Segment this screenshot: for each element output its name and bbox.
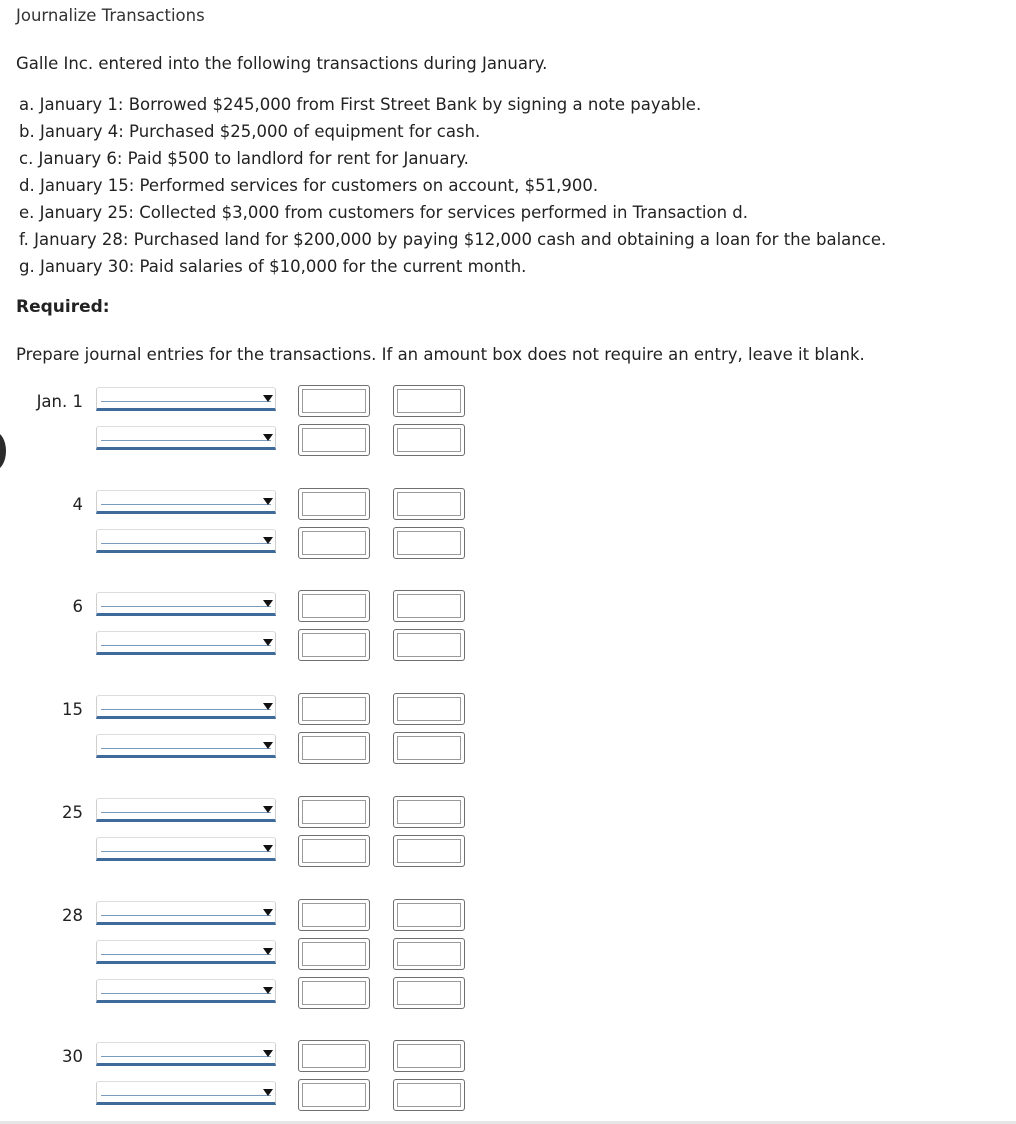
entry-date-label: 28: [62, 906, 83, 925]
caret-down-icon: [263, 742, 273, 749]
credit-amount-input[interactable]: [393, 385, 465, 417]
transaction-list: [19, 91, 886, 280]
credit-amount-input[interactable]: [393, 938, 465, 970]
instructions-text: Prepare journal entries for the transactions. If an amount box does not require an entry, leave it blank.: [16, 345, 865, 364]
debit-amount-input[interactable]: [298, 590, 370, 622]
entry-date-label: 15: [62, 700, 83, 719]
caret-down-icon: [263, 909, 273, 916]
caret-down-icon: [263, 845, 273, 852]
account-dropdown[interactable]: [96, 1081, 276, 1105]
caret-down-icon: [263, 537, 273, 544]
transaction-item: a. January 1: Borrowed $245,000 from First Street Bank by signing a note payable.: [19, 95, 702, 114]
debit-amount-input[interactable]: [298, 732, 370, 764]
account-dropdown[interactable]: [96, 490, 276, 514]
problem-intro: Galle Inc. entered into the following transactions during January.: [16, 54, 548, 73]
credit-amount-input[interactable]: [393, 899, 465, 931]
caret-down-icon: [263, 703, 273, 710]
credit-amount-input[interactable]: [393, 629, 465, 661]
credit-amount-input[interactable]: [393, 424, 465, 456]
account-dropdown[interactable]: [96, 387, 276, 411]
debit-amount-input[interactable]: [298, 796, 370, 828]
account-dropdown[interactable]: [96, 940, 276, 964]
transaction-item: b. January 4: Purchased $25,000 of equipment for cash.: [19, 122, 481, 141]
caret-down-icon: [263, 987, 273, 994]
entry-date-label: 4: [72, 495, 83, 514]
debit-amount-input[interactable]: [298, 977, 370, 1009]
side-tab-marker: [0, 432, 6, 470]
credit-amount-input[interactable]: [393, 977, 465, 1009]
caret-down-icon: [263, 395, 273, 402]
transaction-item: f. January 28: Purchased land for $200,000 by paying $12,000 cash and obtaining a loan for the balance.: [19, 230, 887, 249]
debit-amount-input[interactable]: [298, 385, 370, 417]
debit-amount-input[interactable]: [298, 938, 370, 970]
debit-amount-input[interactable]: [298, 488, 370, 520]
entry-date-label: 6: [72, 597, 83, 616]
credit-amount-input[interactable]: [393, 590, 465, 622]
account-dropdown[interactable]: [96, 734, 276, 758]
account-dropdown[interactable]: [96, 592, 276, 616]
account-dropdown[interactable]: [96, 798, 276, 822]
caret-down-icon: [263, 498, 273, 505]
debit-amount-input[interactable]: [298, 629, 370, 661]
credit-amount-input[interactable]: [393, 796, 465, 828]
debit-amount-input[interactable]: [298, 693, 370, 725]
transaction-item: g. January 30: Paid salaries of $10,000 for the current month.: [19, 257, 527, 276]
credit-amount-input[interactable]: [393, 527, 465, 559]
entry-date-label: Jan. 1: [36, 392, 83, 411]
required-heading: Required:: [16, 297, 110, 317]
caret-down-icon: [263, 1089, 273, 1096]
account-dropdown[interactable]: [96, 529, 276, 553]
credit-amount-input[interactable]: [393, 835, 465, 867]
debit-amount-input[interactable]: [298, 424, 370, 456]
credit-amount-input[interactable]: [393, 488, 465, 520]
caret-down-icon: [263, 948, 273, 955]
caret-down-icon: [263, 1050, 273, 1057]
transaction-item: c. January 6: Paid $500 to landlord for rent for January.: [19, 149, 469, 168]
account-dropdown[interactable]: [96, 837, 276, 861]
entry-date-label: 30: [62, 1047, 83, 1066]
credit-amount-input[interactable]: [393, 693, 465, 725]
caret-down-icon: [263, 806, 273, 813]
account-dropdown[interactable]: [96, 901, 276, 925]
debit-amount-input[interactable]: [298, 899, 370, 931]
account-dropdown[interactable]: [96, 695, 276, 719]
account-dropdown[interactable]: [96, 1042, 276, 1066]
debit-amount-input[interactable]: [298, 1079, 370, 1111]
page-title: Journalize Transactions: [16, 6, 205, 25]
credit-amount-input[interactable]: [393, 1040, 465, 1072]
account-dropdown[interactable]: [96, 979, 276, 1003]
transaction-item: e. January 25: Collected $3,000 from customers for services performed in Transaction d.: [19, 203, 749, 222]
account-dropdown[interactable]: [96, 631, 276, 655]
debit-amount-input[interactable]: [298, 527, 370, 559]
debit-amount-input[interactable]: [298, 835, 370, 867]
caret-down-icon: [263, 600, 273, 607]
transaction-item: d. January 15: Performed services for customers on account, $51,900.: [19, 176, 599, 195]
credit-amount-input[interactable]: [393, 732, 465, 764]
caret-down-icon: [263, 639, 273, 646]
credit-amount-input[interactable]: [393, 1079, 465, 1111]
account-dropdown[interactable]: [96, 426, 276, 450]
debit-amount-input[interactable]: [298, 1040, 370, 1072]
entry-date-label: 25: [62, 803, 83, 822]
caret-down-icon: [263, 434, 273, 441]
